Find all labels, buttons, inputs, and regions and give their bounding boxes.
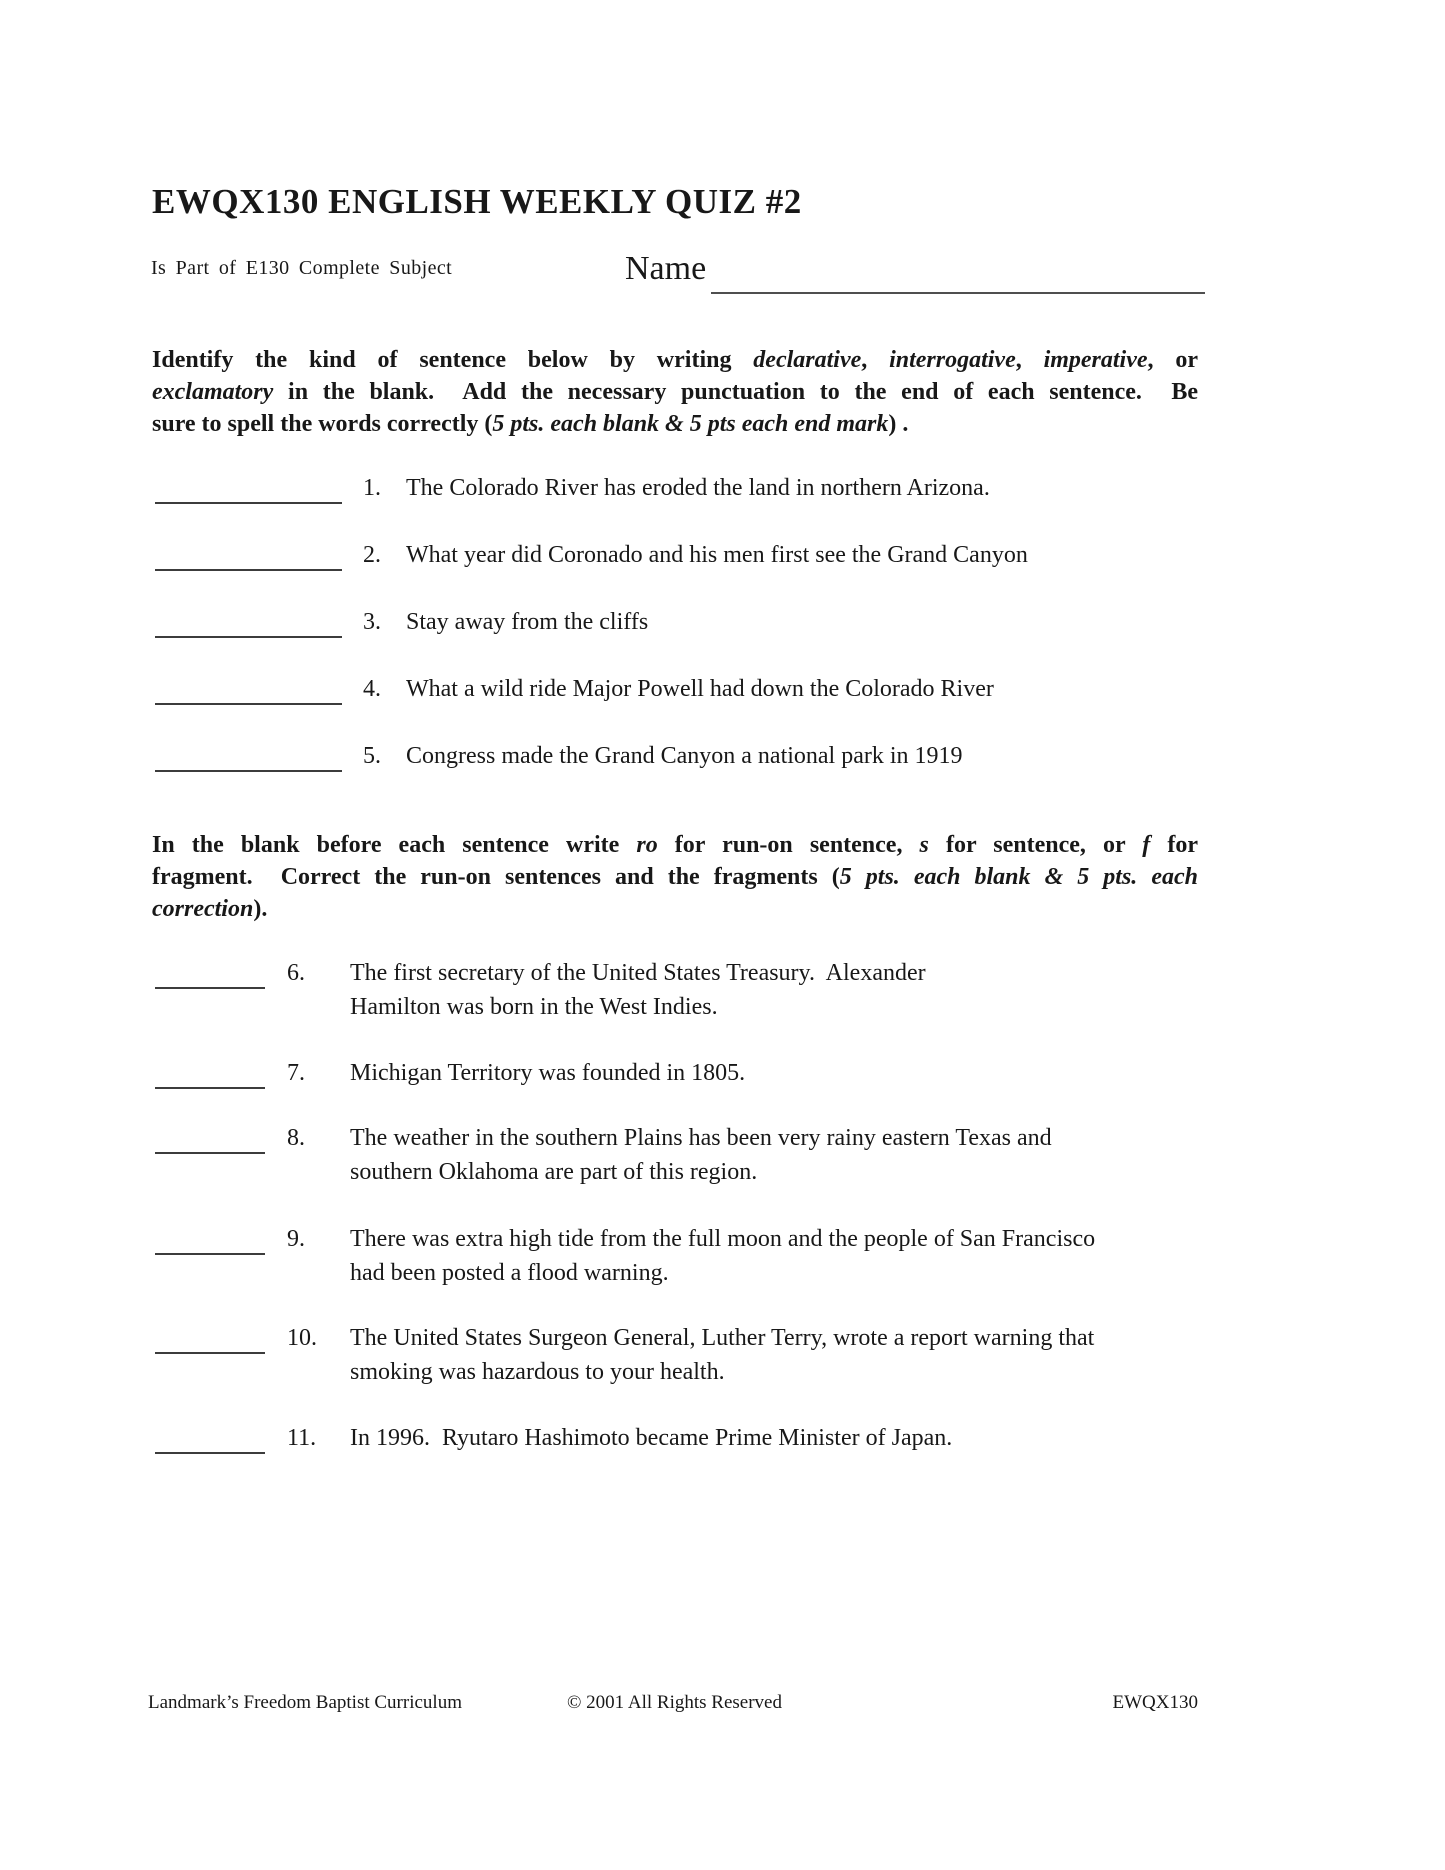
text-segment: ).: [253, 896, 268, 922]
instructions-line: [152, 893, 1198, 925]
page-title: EWQX130 ENGLISH WEEKLY QUIZ #2: [152, 182, 802, 221]
item-number: 7.: [287, 1060, 305, 1086]
answer-blank-10[interactable]: [155, 1323, 265, 1354]
item-text-block: [350, 1321, 1094, 1389]
text-segment: imperative: [1043, 347, 1148, 373]
item-text: What a wild ride Major Powell had down the Colorado River: [406, 676, 994, 702]
section2-instructions: [152, 829, 1198, 925]
item-text-block: [350, 1421, 952, 1455]
section1-instructions: [152, 344, 1198, 440]
answer-blank-8[interactable]: [155, 1123, 265, 1154]
footer-publisher: Landmark’s Freedom Baptist Curriculum: [148, 1692, 462, 1713]
item-text-block: [350, 1121, 1052, 1189]
answer-blank-3[interactable]: [155, 607, 342, 638]
item-text: Stay away from the cliffs: [406, 609, 649, 635]
text-segment: f: [1142, 832, 1151, 858]
quiz-item-row-6: [152, 956, 1198, 1020]
footer: [148, 1692, 1198, 1720]
answer-blank-5[interactable]: [155, 741, 342, 772]
answer-blank-7[interactable]: [155, 1058, 265, 1089]
name-label: Name: [625, 250, 707, 287]
text-segment: in the blank. Add the necessary punctuation to the end of each sentence. Be: [273, 379, 1198, 405]
item-text-line: In 1996. Ryutaro Hashimoto became Prime Minister of Japan.: [350, 1425, 953, 1451]
answer-blank-2[interactable]: [155, 540, 342, 571]
course-subtitle: Is Part of E130 Complete Subject: [151, 257, 453, 279]
item-text-line: The first secretary of the United States Treasury. Alexander: [350, 960, 926, 986]
item-number: 3.: [363, 609, 381, 635]
text-segment: correction: [152, 896, 254, 922]
item-text-line: Michigan Territory was founded in 1805.: [350, 1060, 746, 1086]
item-text: The Colorado River has eroded the land in northern Arizona.: [406, 475, 990, 501]
text-segment: In the blank before each sentence write: [152, 832, 637, 858]
instructions-line: [152, 408, 1198, 440]
quiz-item-row-8: [152, 1121, 1198, 1185]
text-segment: ,: [861, 347, 890, 373]
footer-copyright: © 2001 All Rights Reserved: [567, 1692, 782, 1713]
text-segment: fragment. Correct the run-on sentences and the fragments (: [152, 864, 840, 890]
item-text-block: [350, 1056, 745, 1090]
text-segment: declarative: [753, 347, 862, 373]
item-number: 1.: [363, 475, 381, 501]
answer-blank-9[interactable]: [155, 1224, 265, 1255]
item-number: 4.: [363, 676, 381, 702]
item-text-line: Hamilton was born in the West Indies.: [350, 994, 718, 1020]
instructions-line: [152, 829, 1198, 861]
quiz-item-row-5: [152, 739, 1198, 779]
item-text-line: The weather in the southern Plains has been very rainy eastern Texas and: [350, 1125, 1052, 1151]
answer-blank-6[interactable]: [155, 958, 265, 989]
item-text-line: had been posted a flood warning.: [350, 1260, 669, 1286]
text-segment: sure to spell the words correctly (: [152, 411, 493, 437]
text-segment: 5 pts. each blank & 5 pts each end mark: [492, 411, 889, 437]
item-number: 5.: [363, 743, 381, 769]
item-text-line: There was extra high tide from the full moon and the people of San Francisco: [350, 1226, 1096, 1252]
item-number: 10.: [287, 1325, 317, 1351]
text-segment: for: [1150, 832, 1198, 858]
quiz-item-row-10: [152, 1321, 1198, 1385]
text-segment: exclamatory: [152, 379, 274, 405]
item-text-line: southern Oklahoma are part of this region.: [350, 1159, 758, 1185]
item-number: 11.: [287, 1425, 317, 1451]
text-segment: for sentence, or: [928, 832, 1143, 858]
text-segment: for run-on sentence,: [657, 832, 920, 858]
item-text: Congress made the Grand Canyon a national park in 1919: [406, 743, 963, 769]
item-text-line: smoking was hazardous to your health.: [350, 1359, 725, 1385]
text-segment: interrogative: [889, 347, 1016, 373]
text-segment: ro: [636, 832, 658, 858]
quiz-item-row-7: [152, 1056, 1198, 1096]
footer-document-code: EWQX130: [1112, 1692, 1198, 1713]
instructions-line: [152, 861, 1198, 893]
item-text-block: [350, 956, 926, 1024]
item-number: 6.: [287, 960, 305, 986]
item-number: 8.: [287, 1125, 305, 1151]
answer-blank-11[interactable]: [155, 1423, 265, 1454]
quiz-item-row-3: [152, 605, 1198, 645]
quiz-item-row-4: [152, 672, 1198, 712]
instructions-line: [152, 344, 1198, 376]
answer-blank-4[interactable]: [155, 674, 342, 705]
quiz-item-row-2: [152, 538, 1198, 578]
text-segment: ) .: [888, 411, 909, 437]
quiz-item-row-9: [152, 1222, 1198, 1286]
text-segment: s: [919, 832, 929, 858]
item-number: 2.: [363, 542, 381, 568]
text-segment: Identify the kind of sentence below by writing: [152, 347, 754, 373]
item-number: 9.: [287, 1226, 305, 1252]
answer-blank-1[interactable]: [155, 473, 342, 504]
item-text: What year did Coronado and his men first see the Grand Canyon: [406, 542, 1028, 568]
text-segment: ,: [1015, 347, 1044, 373]
name-blank-line[interactable]: [711, 258, 1205, 294]
item-text-block: [350, 1222, 1095, 1290]
item-text-line: The United States Surgeon General, Luther Terry, wrote a report warning that: [350, 1325, 1095, 1351]
text-segment: , or: [1147, 347, 1199, 373]
text-segment: 5 pts. each blank & 5 pts. each: [839, 864, 1198, 890]
quiz-item-row-1: [152, 471, 1198, 511]
quiz-item-row-11: [152, 1421, 1198, 1461]
instructions-line: [152, 376, 1198, 408]
